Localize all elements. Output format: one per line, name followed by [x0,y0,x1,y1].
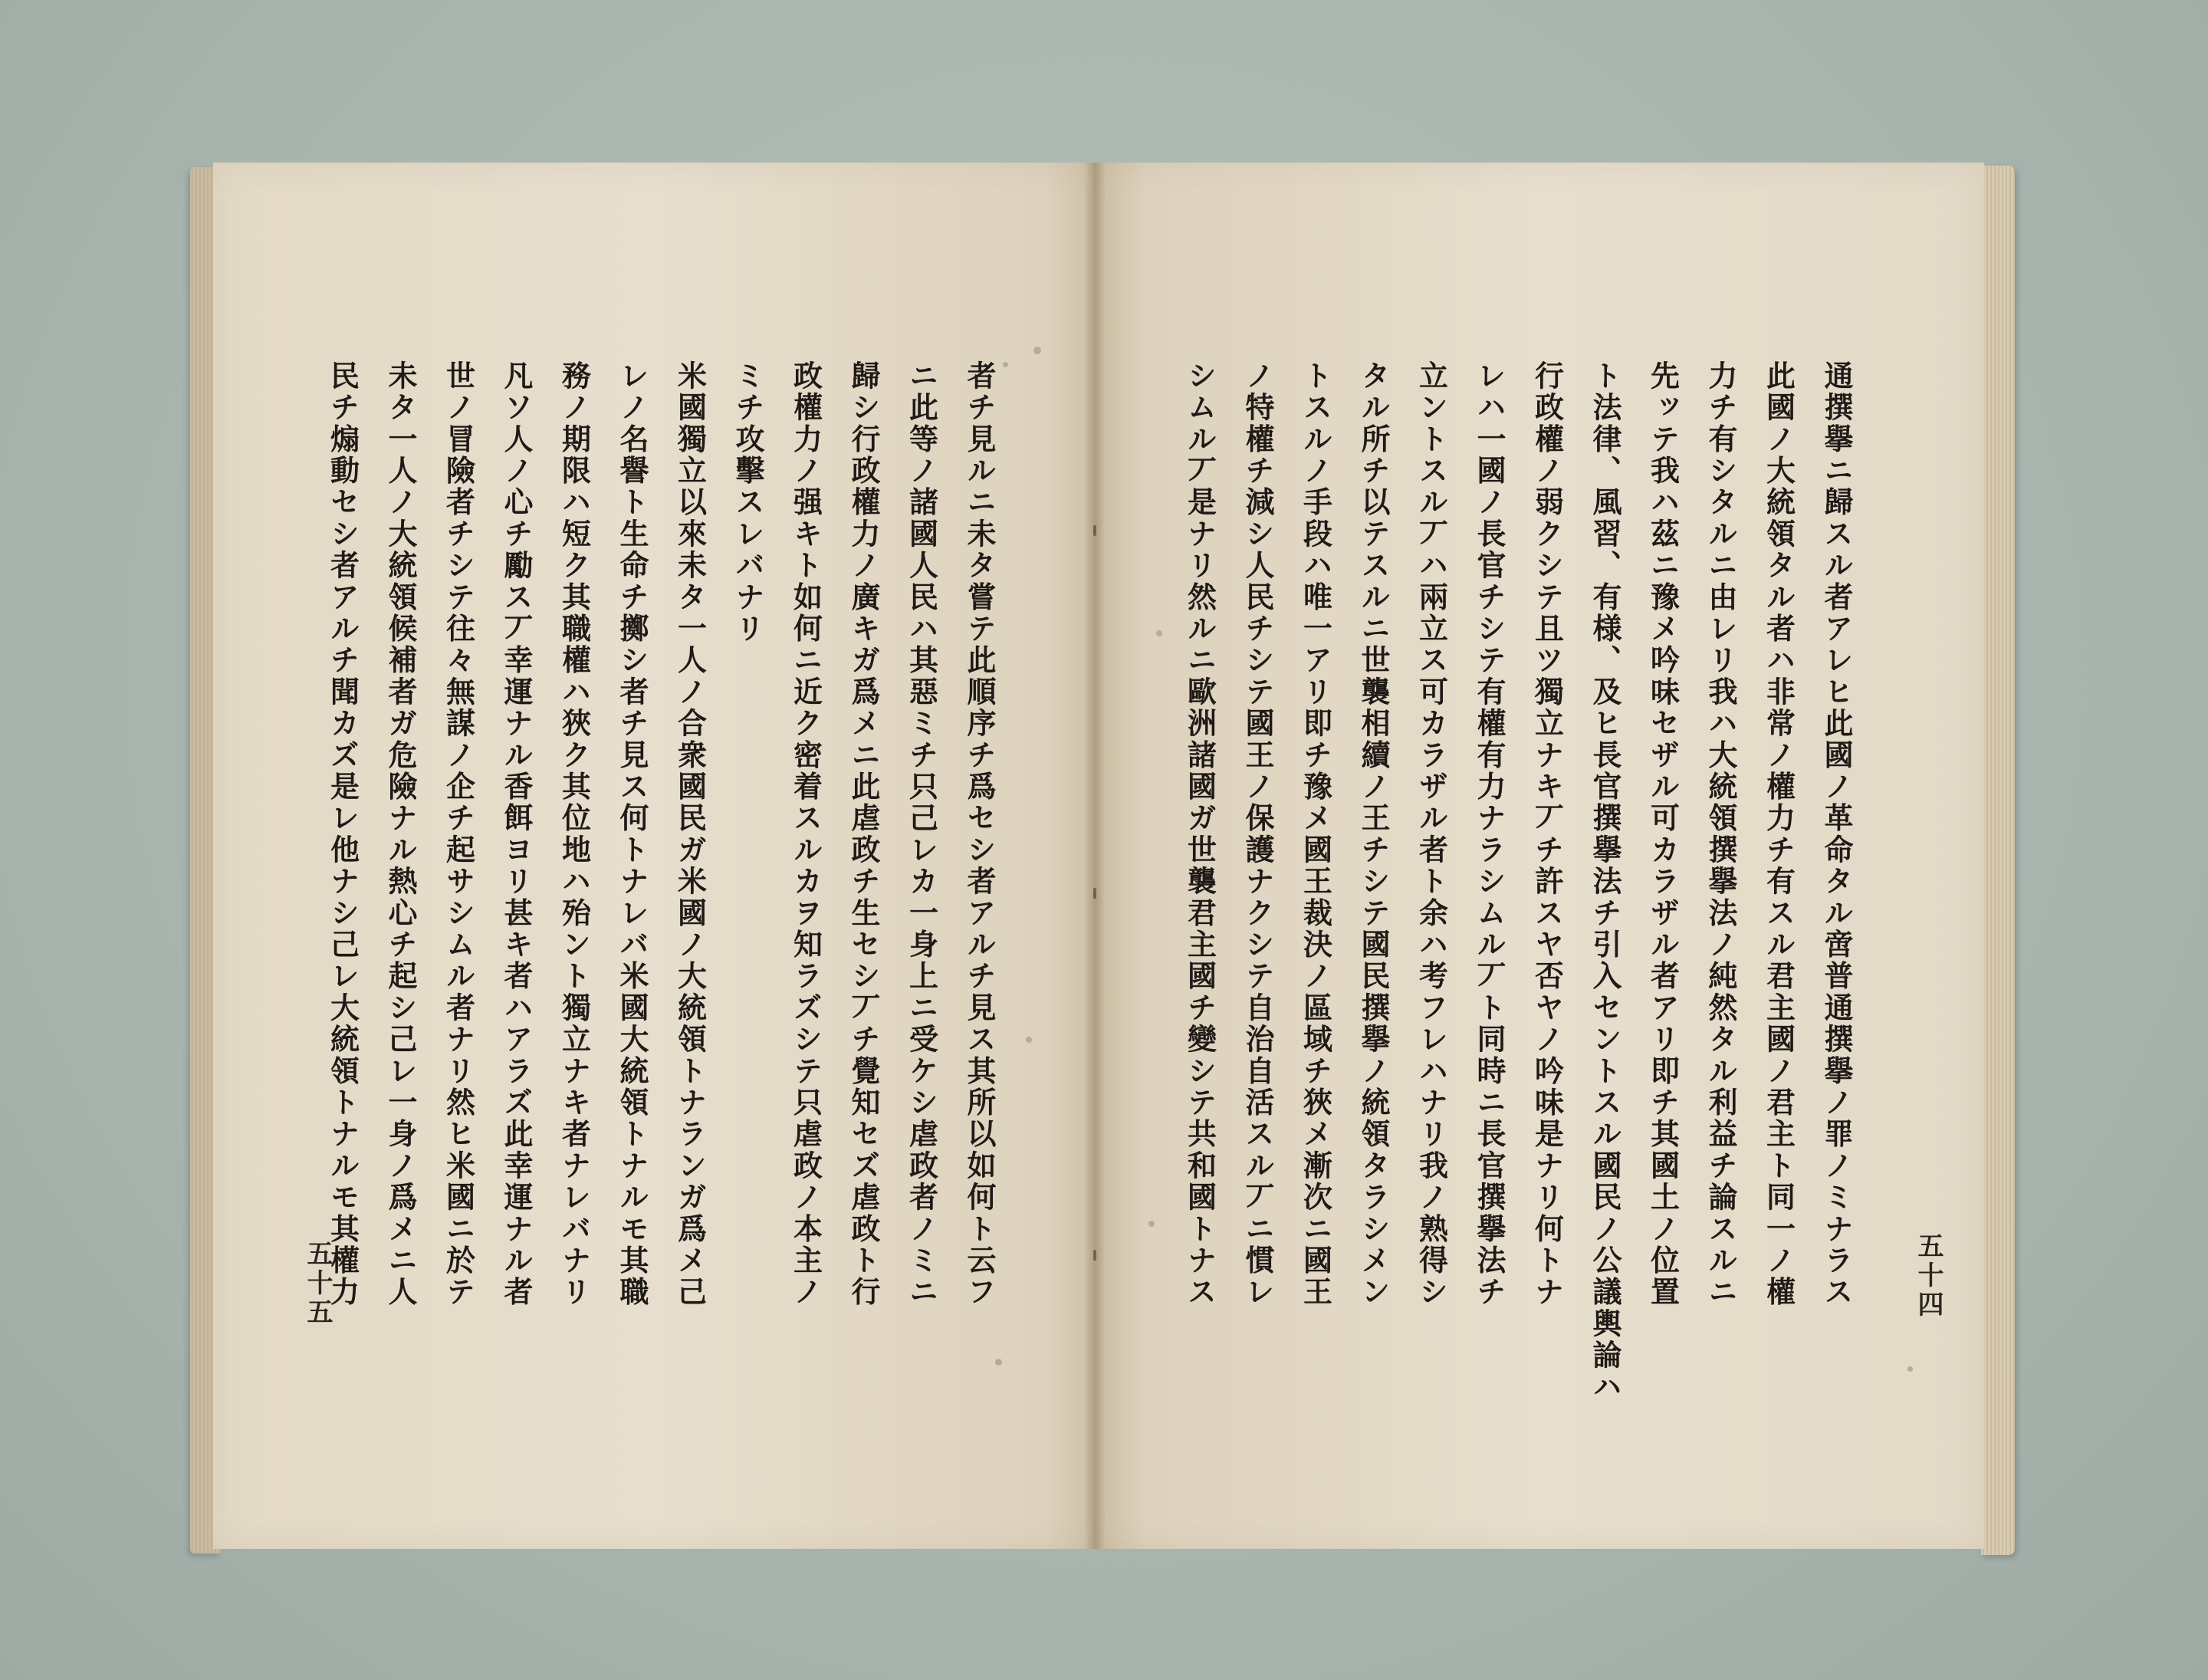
page-number-left: 五十五 [302,1240,333,1327]
open-book [190,153,2015,1564]
text-column: 此國ノ大統領タル者ハ非常ノ權力チ有スル君主國ノ君主ト同一ノ權 [1761,360,1796,1308]
text-column: 行政權ノ弱クシテ且ツ獨立ナキ丆チ許スヤ否ヤノ吟味是ナリ何トナ [1530,360,1565,1308]
text-column: 通撰擧ニ歸スル者アレヒ此國ノ革命タル啻普通撰擧ノ罪ノミナラス [1819,360,1854,1308]
text-column: シムル丆是ナリ然ルニ歐洲諸國ガ世襲君主國チ變シテ共和國トナス [1182,360,1217,1308]
book-gutter [1084,163,1106,1549]
text-column: レノ名譽ト生命チ擲シ者チ見ス何トナレバ米國大統領トナルモ其職 [615,360,649,1309]
paper-speck [1907,1366,1913,1372]
left-page [213,163,1095,1549]
text-column: 世ノ冒險者チシテ往々無謀ノ企チ起サシムル者ナリ然ヒ米國ニ於テ [441,360,476,1308]
right-page [1095,163,1984,1549]
text-column: 凡ソ人ノ心チ勵ス丆幸運ナル香餌ヨリ甚キ者ハアラズ此幸運ナル者 [499,360,534,1308]
text-column: 者チ見ルニ未タ嘗テ此順序チ爲セシ者アルチ見ス其所以如何ト云フ [962,360,997,1308]
text-column: ミチ攻擊スレバナリ [731,360,765,645]
text-column: ノ特權チ減シ人民チシテ國王ノ保護ナクシテ自治自活スル丆ニ慣レ [1240,360,1275,1308]
page-number-right: 五十四 [1913,1232,1944,1320]
text-column: トスルノ手段ハ唯一アリ即チ豫メ國王裁決ノ區域チ狹メ漸次ニ國王 [1298,360,1333,1308]
text-column: 歸シ行政權力ノ廣キガ爲メニ此虐政チ生セシ丆チ覺知セズ虐政ト行 [846,360,881,1308]
text-column: 民チ煽動セシ者アルチ聞カズ是レ他ナシ己レ大統領トナルモ其權力 [325,360,360,1308]
binding-stitch [1093,525,1096,536]
right-page-stack-edge [1981,166,2015,1555]
text-column: ト法律、風習、有様、及ヒ長官撰擧法チ引入セントスル國民ノ公議輿論ハ [1588,360,1622,1403]
text-column: 立ントスル丆ハ兩立ス可カラザル者ト余ハ考フレハナリ我ノ熟得シ [1414,360,1449,1308]
text-column: 未タ一人ノ大統領候補者ガ危險ナル熱心チ起シ己レ一身ノ爲メニ人 [383,360,418,1308]
paper-speck [1026,1037,1032,1043]
binding-stitch [1093,1250,1096,1261]
text-column: レハ一國ノ長官チシテ有權有力ナラシムル丆ト同時ニ長官撰擧法チ [1472,360,1506,1308]
binding-stitch [1093,888,1096,899]
text-column: 力チ有シタルニ由レリ我ハ大統領撰擧法ノ純然タル利益チ論スルニ [1704,360,1738,1308]
text-column: 政權力ノ强キト如何ニ近ク密着スルカヲ知ラズシテ只虐政ノ本主ノ [788,360,823,1308]
text-column: 米國獨立以來未タ一人ノ合衆國民ガ米國ノ大統領トナランガ爲メ己 [672,360,708,1308]
paper-speck [1033,347,1041,354]
paper-speck [995,1359,1002,1366]
text-column: タル所チ以テスルニ世襲相續ノ王チシテ國民撰擧ノ統領タラシメン [1356,360,1391,1308]
paper-speck [1148,1221,1155,1227]
text-column: 先ッテ我ハ茲ニ豫メ吟味セザル可カラザル者アリ即チ其國土ノ位置 [1645,360,1681,1308]
paper-speck [1003,362,1008,367]
text-column: ニ此等ノ諸國人民ハ其惡ミチ只己レカ一身上ニ受ケシ虐政者ノミニ [904,360,939,1308]
text-column: 務ノ期限ハ短ク其職權ハ狹ク其位地ハ殆ント獨立ナキ者ナレバナリ [557,360,592,1308]
paper-speck [1156,630,1162,636]
